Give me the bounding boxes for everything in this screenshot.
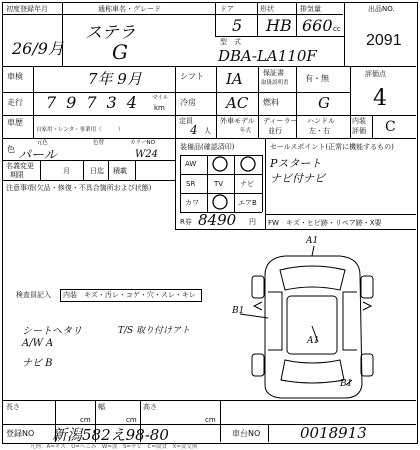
namechange-label: 名義変更 [6, 162, 34, 170]
inspector-line-2: A/W A [22, 338, 54, 349]
inspector-options: 内装 キズ・汚レ・コゲ・穴・スレ・キレ [63, 291, 196, 299]
shape-label: 形状 [260, 5, 274, 13]
interior-value: C [385, 119, 396, 135]
grade-value: G [112, 40, 128, 64]
chassis-no-label: 車台NO [232, 429, 261, 438]
shape-value: HB [266, 16, 292, 35]
warranty-label: 保証書 [263, 69, 284, 77]
damage-mark-front: A1 [306, 236, 319, 246]
color-label: 色 [7, 145, 15, 154]
sales-point-2: ナビ付ナビ [270, 172, 325, 185]
inspector-label: 検査員記入 [16, 291, 51, 299]
fuel-value: G [318, 94, 330, 112]
length-label: 長さ [6, 403, 20, 411]
equip-sr: SR [186, 180, 196, 188]
displacement-unit: cc [333, 25, 341, 33]
color-code-value: W24 [135, 149, 159, 160]
dealer-label: ディーラー [263, 117, 298, 125]
door-label: ドア [220, 5, 234, 13]
model-label: 型 式 [220, 38, 241, 46]
width-label: 幅 [98, 403, 105, 411]
fw-options: キズ・ヒビ跡・リペア跡・X要 [286, 219, 382, 227]
color-value: パール [18, 148, 57, 163]
length-unit: cm [80, 416, 91, 424]
history-label: 車歴 [7, 118, 23, 127]
capacity-label: 定員 [179, 117, 193, 125]
ac-value: AC [226, 94, 249, 112]
inspection-label: 車検 [7, 72, 23, 81]
namechange-sub: 期限 [10, 171, 24, 179]
capacity-value: 4 [190, 123, 198, 137]
inspection-value: 7年 9月 [88, 70, 142, 88]
ac-label: 冷房 [180, 98, 196, 107]
loading-label: 積載 [113, 167, 127, 175]
mileage-value: 79734 [46, 93, 147, 112]
damage-mark-roof: A1 [307, 336, 320, 346]
interior-label: 内装 [352, 117, 366, 125]
first-reg-label: 初度登録年月 [6, 5, 48, 13]
height-label: 高さ [143, 403, 157, 411]
reg-no-value: 新潟582え98-80 [52, 426, 169, 444]
sales-point-1: Pスタート [270, 157, 322, 170]
exhibit-no-label: 出品NO. [368, 5, 395, 13]
mileage-unit-bottom: km [154, 104, 165, 112]
model-value: DBA-LA110F [218, 47, 317, 65]
color-code-label: カラーNO [130, 140, 155, 146]
capacity-unit: 人 [204, 127, 211, 135]
r-ticket-unit: 円 [249, 218, 256, 226]
r-ticket-value: 8490 [198, 211, 237, 229]
grade-eval-value: 4 [373, 86, 387, 111]
car-name-value: ステラ [85, 23, 136, 43]
sales-points-label: セールスポイント(正常に機能するもの) [270, 143, 394, 151]
warranty-value: 有・無 [305, 74, 329, 83]
ext-model-label: 外車モデル [220, 117, 255, 125]
interior-sub: 評価 [352, 127, 366, 135]
equip-navi: ナビ [240, 180, 254, 188]
car-name-label: 通称車名・グレード [98, 5, 161, 13]
equip-aw: AW [185, 160, 197, 168]
displacement-label: 排気量 [300, 5, 321, 13]
doors-value: 5 [232, 16, 243, 35]
chassis-no-value: 0018913 [300, 424, 367, 442]
inspector-line-4: T/S 取り付けアト [118, 326, 191, 336]
damage-mark-left: B1 [232, 306, 245, 316]
handle-value: 左・右 [309, 127, 330, 135]
width-unit: cm [126, 416, 137, 424]
exhibit-no-value: 2091 [366, 32, 402, 49]
mileage-label: 走行 [7, 98, 23, 107]
reg-no-label: 登録NO [6, 429, 35, 438]
r-ticket-label: R券 [180, 218, 192, 226]
equip-airbag: エアB [238, 199, 257, 207]
limit-label: 迄 [97, 167, 104, 175]
handle-label: ハンドル [307, 117, 335, 125]
equipment-label: 装備品(確認済印) [180, 143, 235, 151]
original-color-label: 元色 [37, 140, 49, 146]
shift-label: シフト [180, 72, 204, 81]
mileage-unit-top: マイル [152, 95, 169, 101]
legend: 凡例：A=キズ U=へこみ W=波 S=サビ C=腐食 X=要交換 [30, 444, 198, 450]
month-label: 月 [63, 167, 70, 175]
equip-tv: TV [214, 180, 224, 188]
ext-model-sub: 年式 [240, 128, 252, 134]
notes-label: 注意事項(欠品・修復・不具合箇所および状態) [6, 184, 152, 192]
inspector-line-3: ナビ B [22, 358, 53, 369]
inspector-line-1: シートヘタリ [22, 326, 82, 337]
color-change-label: 色替 [93, 140, 105, 146]
dealer-sub: 並行 [268, 127, 282, 135]
warranty-sub: 取扱説明書 [261, 80, 289, 86]
height-unit: cm [205, 416, 216, 424]
fw-label: FW [268, 219, 279, 227]
first-reg-value: 26/9月 [12, 39, 64, 58]
equip-leather: カワ [185, 199, 199, 207]
history-sub: 自家用・レンタ・事業用（ ） [36, 127, 124, 133]
displacement-value: 660 [302, 16, 333, 35]
damage-mark-rear: B1 [340, 379, 353, 389]
shift-value: IA [226, 70, 243, 88]
fuel-label: 燃料 [263, 98, 279, 107]
day-label: 日 [90, 167, 97, 175]
grade-eval-label: 評価点 [365, 70, 386, 78]
